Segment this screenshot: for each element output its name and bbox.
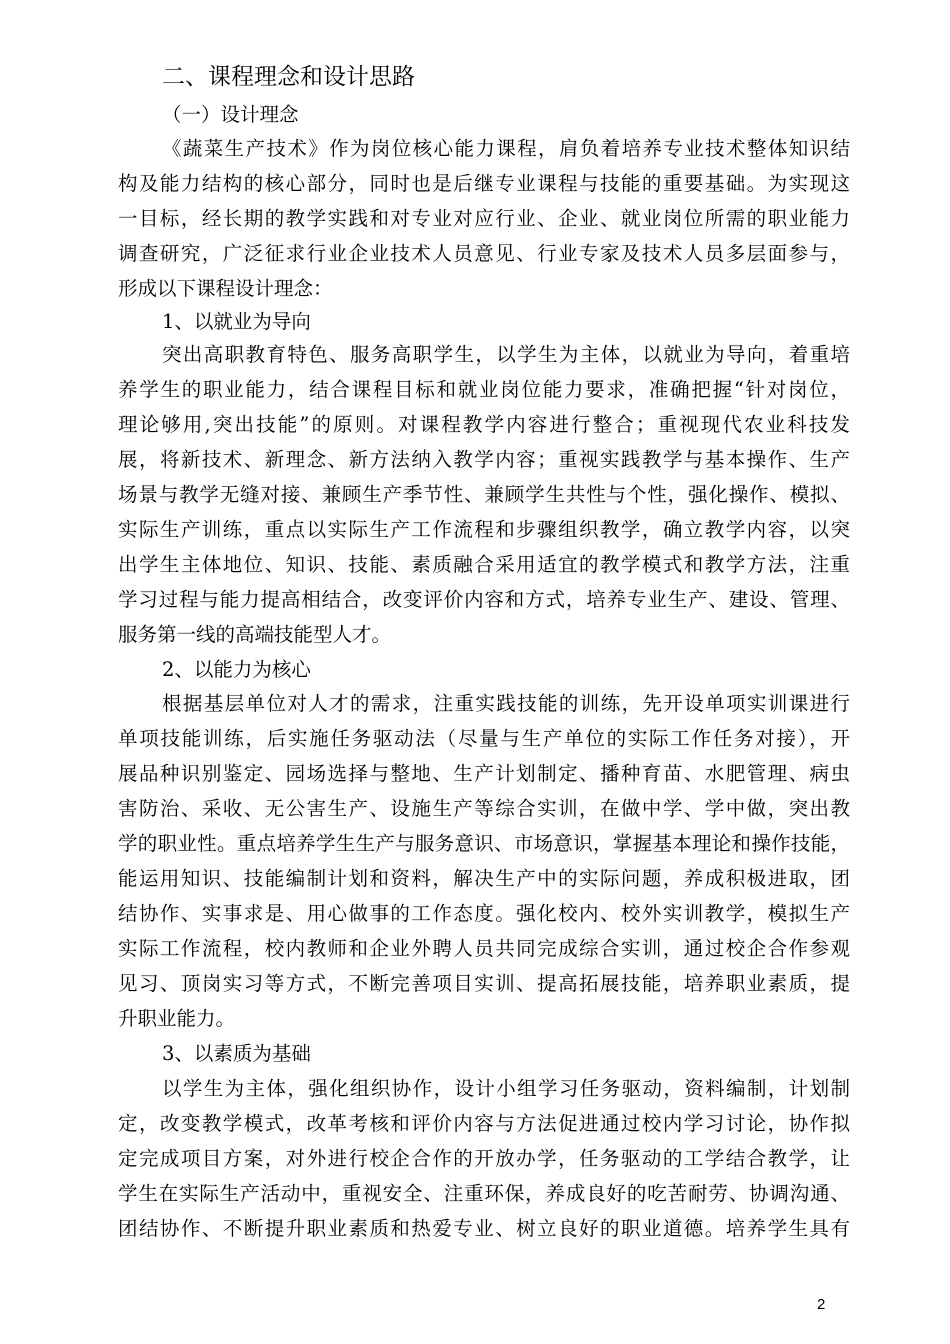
point2-line: 升职业能力。 (118, 1007, 236, 1030)
point2-title: 2、以能力为核心 (162, 658, 311, 681)
intro-line: 形成以下课程设计理念： (118, 277, 333, 300)
point2-line: 展品种识别鉴定、园场选择与整地、生产计划制定、播种育苗、水肥管理、病虫 (118, 762, 850, 785)
point2-line: 实际工作流程，校内教师和企业外聘人员共同完成综合实训，通过校企合作参观 (118, 937, 850, 960)
intro-line: 《蔬菜生产技术》作为岗位核心能力课程，肩负着培养专业技术整体知识结 (162, 137, 850, 160)
point1-line: 突出高职教育特色、服务高职学生，以学生为主体，以就业为导向，着重培 (162, 343, 850, 366)
point1-line: 出学生主体地位、知识、技能、素质融合采用适宜的教学模式和教学方法，注重 (118, 553, 850, 576)
point2-line: 结协作、实事求是、用心做事的工作态度。强化校内、校外实训教学，模拟生产 (118, 902, 850, 925)
subsection-title: （一）设计理念 (162, 103, 299, 126)
point3-line: 定，改变教学模式，改革考核和评价内容与方法促进通过校内学习讨论，协作拟 (118, 1112, 850, 1135)
intro-line: 一目标，经长期的教学实践和对专业对应行业、企业、就业岗位所需的职业能力 (118, 207, 850, 230)
point3-line: 以学生为主体，强化组织协作，设计小组学习任务驱动，资料编制，计划制 (162, 1077, 850, 1100)
point2-line: 见习、顶岗实习等方式，不断完善项目实训、提高拓展技能，培养职业素质，提 (118, 972, 850, 995)
point1-line: 实际生产训练，重点以实际生产工作流程和步骤组织教学，确立教学内容，以突 (118, 518, 850, 541)
point2-line: 害防治、采收、无公害生产、设施生产等综合实训，在做中学、学中做，突出教 (118, 797, 850, 820)
point3-line: 学生在实际生产活动中，重视安全、注重环保，养成良好的吃苦耐劳、协调沟通、 (118, 1182, 850, 1205)
point1-line: 理论够用,突出技能”的原则。对课程教学内容进行整合；重视现代农业科技发 (118, 413, 850, 436)
point2-line: 单项技能训练，后实施任务驱动法（尽量与生产单位的实际工作任务对接），开 (118, 727, 850, 750)
point3-title: 3、以素质为基础 (162, 1042, 311, 1065)
page-number: 2 (817, 1296, 826, 1313)
point1-line: 学习过程与能力提高相结合，改变评价内容和方式，培养专业生产、建设、管理、 (118, 588, 850, 611)
point1-line: 场景与教学无缝对接、兼顾生产季节性、兼顾学生共性与个性，强化操作、模拟、 (118, 483, 850, 506)
intro-line: 调查研究，广泛征求行业企业技术人员意见、行业专家及技术人员多层面参与， (118, 242, 850, 265)
point1-title: 1、以就业为导向 (162, 310, 311, 333)
point1-line: 服务第一线的高端技能型人才。 (118, 623, 392, 646)
point2-line: 能运用知识、技能编制计划和资料，解决生产中的实际问题，养成积极进取，团 (118, 867, 850, 890)
section-title: 二、课程理念和设计思路 (162, 64, 415, 90)
intro-line: 构及能力结构的核心部分，同时也是后继专业课程与技能的重要基础。为实现这 (118, 172, 850, 195)
point2-line: 根据基层单位对人才的需求，注重实践技能的训练，先开设单项实训课进行 (162, 692, 850, 715)
point3-line: 定完成项目方案，对外进行校企合作的开放办学，任务驱动的工学结合教学，让 (118, 1147, 850, 1170)
point3-line: 团结协作、不断提升职业素质和热爱专业、树立良好的职业道德。培养学生具有 (118, 1217, 850, 1240)
point2-line: 学的职业性。重点培养学生生产与服务意识、市场意识，掌握基本理论和操作技能， (118, 832, 850, 855)
point1-line: 展，将新技术、新理念、新方法纳入教学内容；重视实践教学与基本操作、生产 (118, 448, 850, 471)
point1-line: 养学生的职业能力，结合课程目标和就业岗位能力要求，准确把握“针对岗位， (118, 378, 850, 401)
